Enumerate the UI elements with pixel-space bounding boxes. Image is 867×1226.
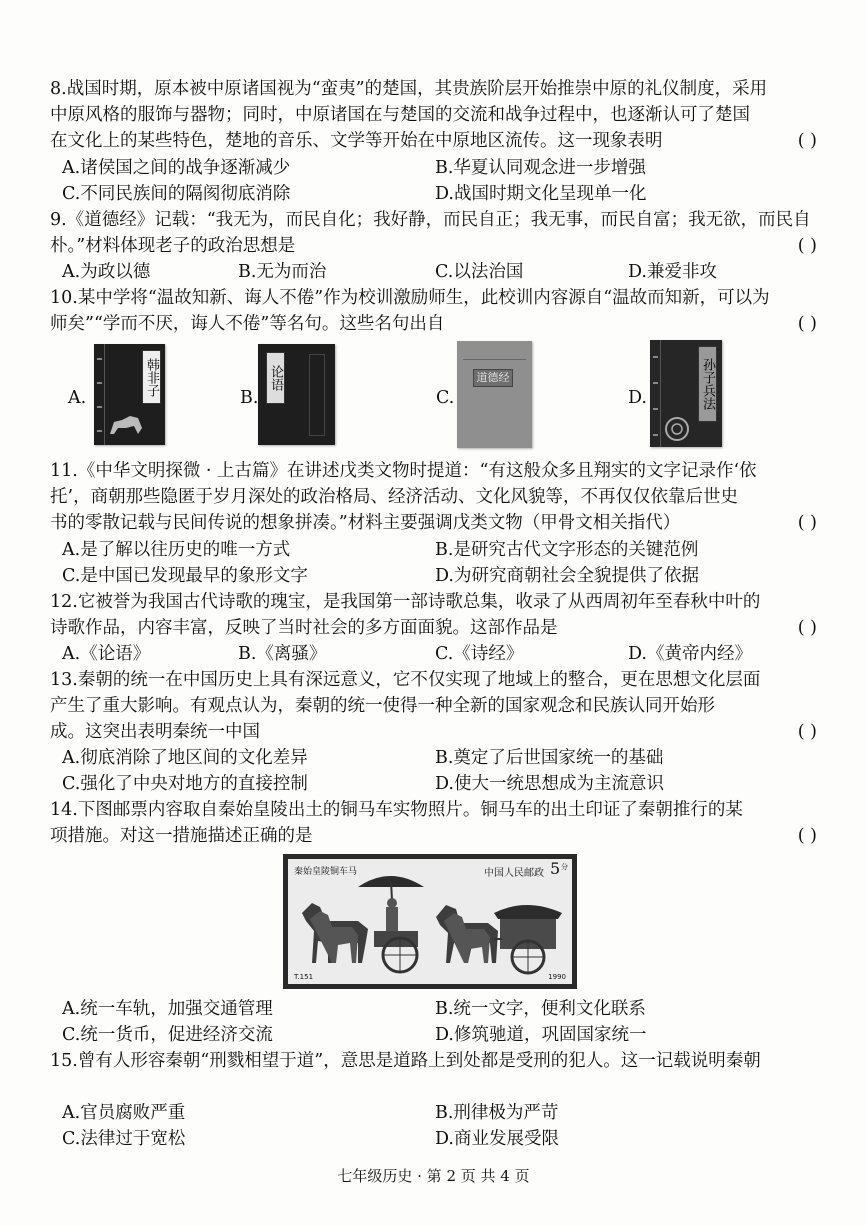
stamp-title: 秦始皇陵铜车马: [294, 867, 358, 877]
q11-option-d: D.为研究商朝社会全貌提供了依据: [435, 566, 699, 586]
q8-option-c: C.不同民族间的隔阂彻底消除: [62, 184, 291, 204]
q11-line-2: 托’，商朝那些隐匿于岁月深处的政治格局、经济活动、文化风貌等，不再仅仅依靠后世史: [50, 487, 739, 507]
q10-book-c-image: [457, 341, 532, 448]
stamp-value: 5: [550, 859, 561, 878]
q15-option-c: C.法律过于宽松: [62, 1129, 186, 1149]
q11-option-b: B.是研究古代文字形态的关键范例: [435, 540, 699, 560]
q10-book-b-title: 论语: [266, 352, 285, 404]
q10-book-b-image: [258, 344, 335, 445]
q13-option-d: D.使大一统思想成为主流意识: [435, 774, 664, 794]
q12-line-2: [50, 615, 817, 641]
q10-book-c-title: 道德经: [473, 369, 513, 387]
q9-line-1: 9.《道德经》记载：“我无为，而民自化；我好静，而民自正；我无事，而民自富；我无欲，而民自: [50, 210, 811, 230]
q10-option-c-label: C.: [436, 388, 455, 408]
q11-answer-paren: ( ): [797, 513, 817, 533]
q9-option-d: D.兼爱非攻: [628, 262, 717, 282]
q10-answer-paren: ( ): [797, 314, 817, 334]
stamp-year: 1990: [548, 973, 566, 981]
q8-option-a: A.诸侯国之间的战争逐渐减少: [62, 158, 291, 178]
q12-option-c: C.《诗经》: [435, 644, 524, 664]
q12-answer-paren: ( ): [797, 618, 817, 638]
q10-stem: 师矣”“学而不厌，诲人不倦”等名句。这些名句出自: [50, 314, 445, 334]
bronze-chariot-stamp: [283, 854, 577, 989]
q13-option-c: C.强化了中央对地方的直接控制: [62, 774, 308, 794]
bronze-chariot-image: [288, 859, 572, 984]
q14-option-a: A.统一车轨，加强交通管理: [62, 999, 273, 1019]
q13-line-2: 产生了重大影响。有观点认为，秦朝的统一使得一种全新的国家观念和民族认同开始形: [50, 696, 715, 716]
q10-line-1: 10.某中学将“温故知新、诲人不倦”作为校训激励师生，此校训内容源自“温故而知新，可以为: [50, 288, 770, 308]
q10-option-d-label: D.: [628, 388, 647, 408]
q11-line-3: [50, 510, 817, 536]
q9-option-b: B.无为而治: [238, 262, 327, 282]
q10-book-a-image: [94, 344, 165, 445]
q9-option-a: A.为政以德: [62, 262, 151, 282]
q11-stem: 书的零散记载与民间传说的想象拼凑。”材料主要强调戊类文物（甲骨文相关指代）: [50, 513, 681, 533]
q14-line-2: [50, 823, 817, 849]
q10-option-a-label: A.: [68, 388, 87, 408]
q10-book-a-title: 韩非子: [142, 350, 161, 404]
q15-option-a: A.官员腐败严重: [62, 1103, 186, 1123]
q8-line-3: [50, 128, 817, 154]
q13-answer-paren: ( ): [797, 722, 817, 742]
q14-stem: 项措施。对这一措施描述正确的是: [50, 826, 313, 846]
q10-book-d-image: [650, 340, 722, 447]
q11-option-a: A.是了解以往历史的唯一方式: [62, 540, 291, 560]
q14-option-c: C.统一货币，促进经济交流: [62, 1025, 273, 1045]
page-footer: 七年级历史 · 第 2 页 共 4 页: [337, 1167, 530, 1185]
bronze-beast-icon: [108, 406, 144, 438]
q11-option-c: C.是中国已发现最早的象形文字: [62, 566, 308, 586]
q8-answer-paren: ( ): [797, 131, 817, 151]
q15-option-b: B.刑律极为严苛: [435, 1103, 559, 1123]
stamp-post-name: 中国人民邮政: [484, 868, 544, 879]
q8-stem: 在文化上的某些特色，楚地的音乐、文学等开始在中原地区流传。这一现象表明: [50, 131, 663, 151]
q15-option-d: D.商业发展受限: [435, 1129, 559, 1149]
stamp-unit: 分: [561, 863, 568, 871]
q14-option-b: B.统一文字，便利文化联系: [435, 999, 646, 1019]
q13-line-1: 13.秦朝的统一在中国历史上具有深远意义，它不仅实现了地域上的整合，更在思想文化层面: [50, 670, 761, 690]
q14-option-d: D.修筑驰道，巩固国家统一: [435, 1025, 647, 1045]
q12-line-1: 12.它被誉为我国古代诗歌的瑰宝，是我国第一部诗歌总集，收录了从西周初年至春秋中叶的: [50, 592, 761, 612]
q12-option-a: A.《论语》: [62, 644, 151, 664]
q10-book-d-title: 孙子兵法: [698, 346, 717, 422]
q9-stem: 朴。”材料体现老子的政治思想是: [50, 236, 296, 256]
q13-stem: 成。这突出表明秦统一中国: [50, 722, 260, 742]
stamp-code: T.151: [294, 973, 314, 981]
q14-answer-paren: ( ): [797, 826, 817, 846]
q13-option-a: A.彻底消除了地区间的文化差异: [62, 748, 308, 768]
q9-answer-paren: ( ): [797, 236, 817, 256]
q12-option-b: B.《离骚》: [238, 644, 327, 664]
q8-line-2: 中原风格的服饰与器物；同时，中原诸国在与楚国的交流和战争过程中，也逐渐认可了楚国: [50, 105, 750, 125]
q13-line-3: [50, 719, 817, 745]
q12-stem: 诗歌作品，内容丰富，反映了当时社会的多方面面貌。这部作品是: [50, 618, 558, 638]
q8-line-1: 8.战国时期，原本被中原诸国视为“蛮夷”的楚国，其贵族阶层开始推崇中原的礼仪制度，采用: [50, 79, 768, 99]
q9-line-2: [50, 233, 817, 259]
q8-option-d: D.战国时期文化呈现单一化: [435, 184, 647, 204]
q13-option-b: B.奠定了后世国家统一的基础: [435, 748, 664, 768]
q15-line-1: 15.曾有人形容秦朝“刑戮相望于道”，意思是道路上到处都是受刑的犯人。这一记载说明秦朝: [50, 1051, 761, 1071]
q10-line-2: [50, 311, 817, 337]
q14-line-1: 14.下图邮票内容取自秦始皇陵出土的铜马车实物照片。铜马车的出土印证了秦朝推行的某: [50, 800, 743, 820]
q8-option-b: B.华夏认同观念进一步增强: [435, 158, 646, 178]
q12-option-d: D.《黄帝内经》: [628, 644, 752, 664]
q9-option-c: C.以法治国: [435, 262, 524, 282]
q10-option-b-label: B.: [240, 388, 259, 408]
q11-line-1: 11.《中华文明探微 · 上古篇》在讲述戊类文物时提道：“有这般众多且翔实的文字记录作‘依: [50, 461, 757, 481]
seal-icon: [664, 416, 690, 442]
